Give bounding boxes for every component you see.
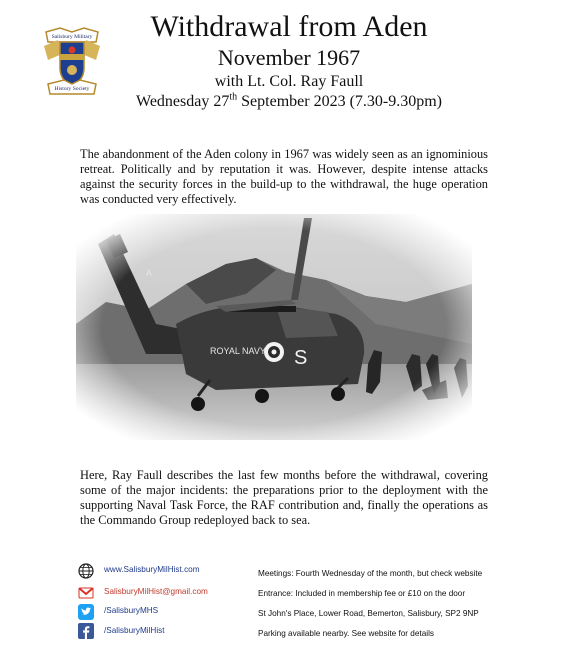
society-logo [40,24,104,100]
gmail-icon [78,585,94,601]
logo-text-bottom: History Society [54,86,90,92]
event-datetime: Wednesday 27th September 2023 (7.30-9.30pm) [136,91,442,110]
event-subtitle: November 1967 [217,45,361,70]
twitter-link[interactable]: /SalisburyMHS [104,606,159,615]
info-parking: Parking available nearby. See website for details [258,629,434,638]
email-link[interactable]: SalisburyMilHist@gmail.com [104,587,208,596]
facebook-link[interactable]: /SalisburyMilHist [104,626,165,635]
logo-text-top: Salisbury Military [51,34,93,40]
outro-paragraph: Here, Ray Faull describes the last few months before the withdrawal, covering some of the major incidents: the preparations prior to the deployment with the supporting Naval Task Force, the RAF contribution and, finally the operations as the Commando Group redeployed back to sea. [80,468,488,527]
info-address: St John's Place, Lower Road, Bemerton, Salisbury, SP2 9NP [258,609,479,618]
event-title: Withdrawal from Aden [150,10,428,43]
info-meetings: Meetings: Fourth Wednesday of the month, but check website [258,569,483,578]
twitter-icon [78,604,94,620]
intro-paragraph: The abandonment of the Aden colony in 1967 was widely seen as an ignominious retreat. Politically and by reputation it was. However, despite intense attacks against the security forces in the build-up to the withdrawal, the huge operation was conducted very effectively. [80,147,488,206]
globe-icon [78,563,94,579]
helicopter-photo [76,214,472,440]
website-link[interactable]: www.SalisburyMilHist.com [104,565,200,574]
facebook-icon [78,623,94,639]
speaker-line: with Lt. Col. Ray Faull [214,73,364,90]
info-entrance: Entrance: Included in membership fee or £10 on the door [258,589,466,598]
